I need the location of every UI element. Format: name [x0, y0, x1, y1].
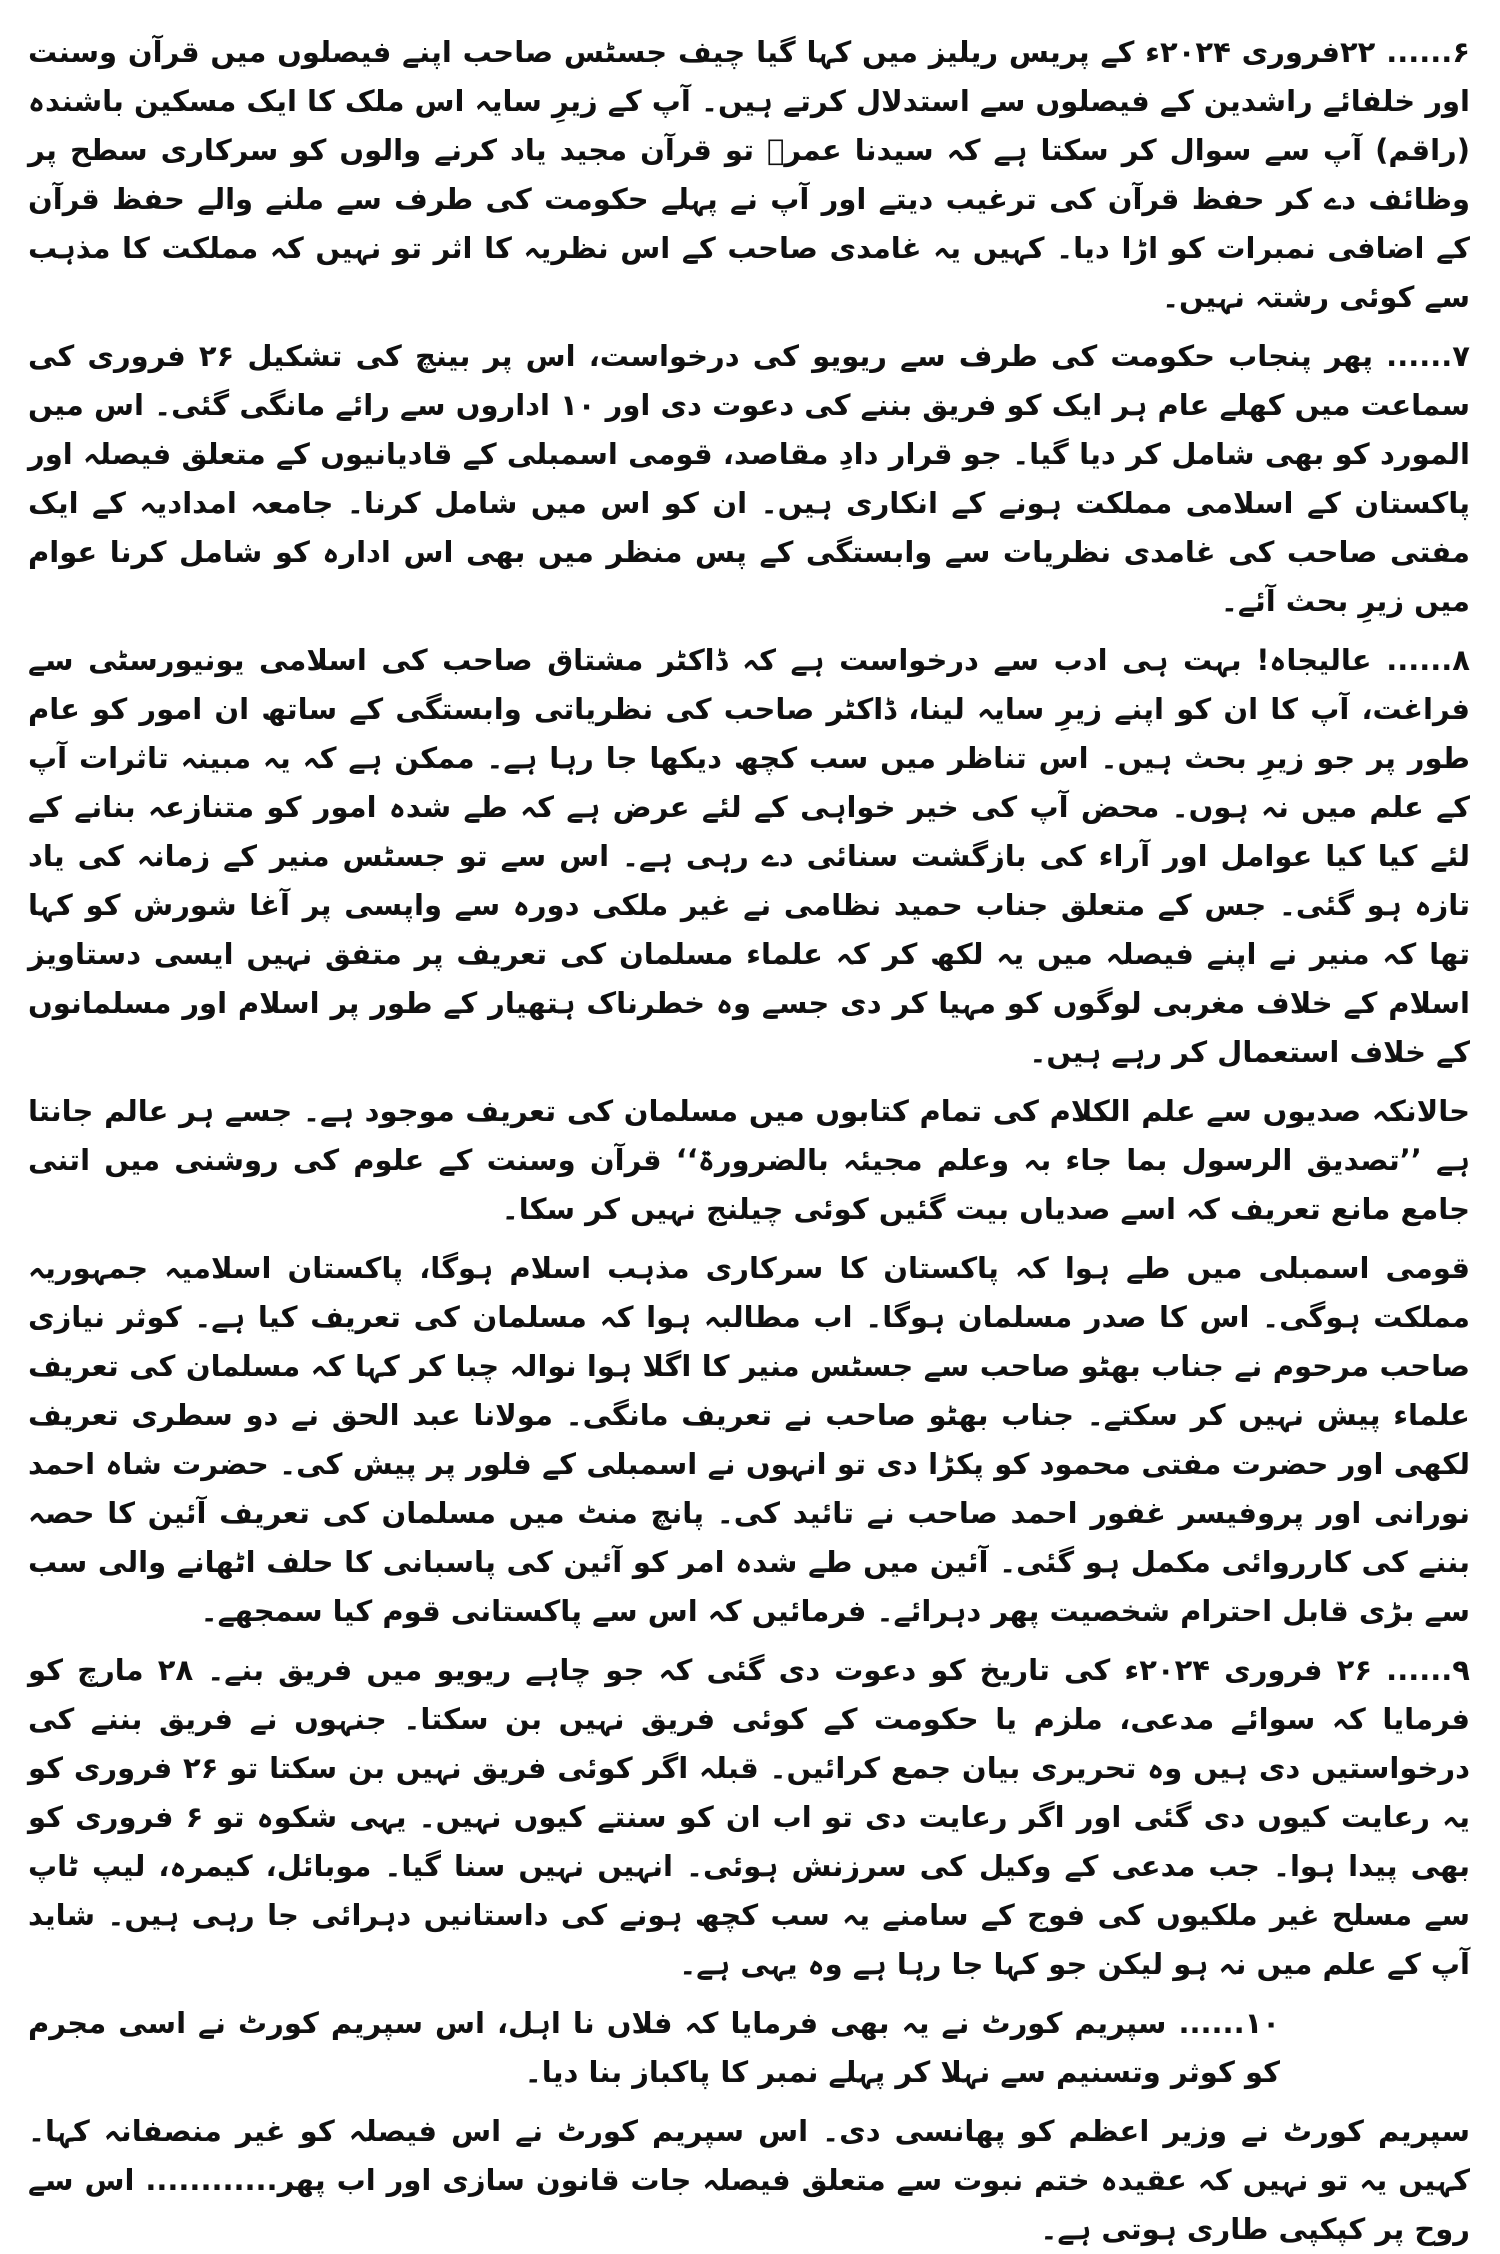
paragraph-10: ۱۰...... سپریم کورٹ نے یہ بھی فرمایا کہ فلاں نا اہل، اس سپریم کورٹ نے اسی مجرم کو کوثر وتسنیم سے نہلا کر پہلے نمبر کا پاکباز بنا دیا۔	[28, 2006, 1280, 2089]
paragraph-8: ۸...... عالیجاہ! بہت ہی ادب سے درخواست ہے کہ ڈاکٹر مشتاق صاحب کی اسلامی یونیورسٹی سے فراغت، آپ کا ان کو اپنے زیرِ سایہ لینا، ڈاکٹر صاحب کی نظریاتی وابستگی کے ساتھ ان امور کو عام طور پر جو زیرِ بحث ہیں۔ اس تناظر میں سب کچھ دیکھا جا رہا ہے۔ ممکن ہے کہ یہ مبینہ تاثرات آپ کے علم میں نہ ہوں۔ محض آپ کی خیر خواہی کے لئے عرض ہے کہ طے شدہ امور کو متنازعہ بنانے کے لئے کیا کیا عوامل اور آراء کی بازگشت سنائی دے رہی ہے۔ اس سے تو جسٹس منیر کے زمانہ کی یاد تازہ ہو گئی۔ جس کے متعلق جناب حمید نظامی نے غیر ملکی دورہ سے واپسی پر آغا شورش کو کہا تھا کہ منیر نے اپنے فیصلہ میں یہ لکھ کر کہ علماء مسلمان کی تعریف پر متفق نہیں ایسی دستاویز اسلام کے خلاف مغربی لوگوں کو مہیا کر دی جسے وہ خطرناک ہتھیار کے طور پر اسلام اور مسلمانوں کے خلاف استعمال کر رہے ہیں۔	[28, 643, 1470, 1069]
paragraph-9: ۹...... ۲۶ فروری ۲۰۲۴ء کی تاریخ کو دعوت دی گئی کہ جو چاہے ریویو میں فریق بنے۔ ۲۸ مارچ کو فرمایا کہ سوائے مدعی، ملزم یا حکومت کے کوئی فریق نہیں بن سکتا۔ جنہوں نے فریق بننے کی درخواستیں دی ہیں وہ تحریری بیان جمع کرائیں۔ قبلہ اگر کوئی فریق نہیں بن سکتا تو ۲۶ فروری کو یہ رعایت کیوں دی گئی اور اگر رعایت دی تو اب ان کو سنتے کیوں نہیں۔ یہی شکوہ تو ۶ فروری کو بھی پیدا ہوا۔ جب مدعی کے وکیل کی سرزنش ہوئی۔ انہیں نہیں سنا گیا۔ موبائل، کیمرہ، لیپ ٹاپ سے مسلح غیر ملکیوں کی فوج کے سامنے یہ سب کچھ ہونے کی داستانیں دہرائی جا رہی ہیں۔ شاید آپ کے علم میں نہ ہو لیکن جو کہا جا رہا ہے وہ یہی ہے۔	[28, 1653, 1470, 1981]
paragraph-closing: سپریم کورٹ نے وزیر اعظم کو پھانسی دی۔ اس سپریم کورٹ نے اس فیصلہ کو غیر منصفانہ کہا۔ کہیں یہ تو نہیں کہ عقیدہ ختم نبوت سے متعلق فیصلہ جات قانون سازی اور اب پھر............ اس سے روح پر کپکپی طاری ہوتی ہے۔	[28, 2114, 1470, 2246]
paragraph-muslim-definition: حالانکہ صدیوں سے علم الکلام کی تمام کتابوں میں مسلمان کی تعریف موجود ہے۔ جسے ہر عالم جانتا ہے ’’تصدیق الرسول بما جاء بہ وعلم مجیئہ بالضرورۃ‘‘ قرآن وسنت کے علوم کی روشنی میں اتنی جامع مانع تعریف کہ اسے صدیاں بیت گئیں کوئی چیلنج نہیں کر سکا۔	[28, 1094, 1470, 1226]
paragraph-6: ۶...... ۲۲فروری ۲۰۲۴ء کے پریس ریلیز میں کہا گیا چیف جسٹس صاحب اپنے فیصلوں میں قرآن وسنت اور خلفائے راشدین کے فیصلوں سے استدلال کرتے ہیں۔ آپ کے زیرِ سایہ اس ملک کا ایک مسکین باشندہ (راقم) آپ سے سوال کر سکتا ہے کہ سیدنا عمرؓ تو قرآن مجید یاد کرنے والوں کو سرکاری سطح پر وظائف دے کر حفظ قرآن کی ترغیب دیتے اور آپ نے پہلے حکومت کی طرف سے ملنے والے حفظ قرآن کے اضافی نمبرات کو اڑا دیا۔ کہیں یہ غامدی صاحب کے اس نظریہ کا اثر تو نہیں کہ مملکت کا مذہب سے کوئی رشتہ نہیں۔	[28, 35, 1470, 314]
paragraph-national-assembly: قومی اسمبلی میں طے ہوا کہ پاکستان کا سرکاری مذہب اسلام ہوگا، پاکستان اسلامیہ جمہوریہ مملکت ہوگی۔ اس کا صدر مسلمان ہوگا۔ اب مطالبہ ہوا کہ مسلمان کی تعریف کیا ہے۔ کوثر نیازی صاحب مرحوم نے جناب بھٹو صاحب سے جسٹس منیر کا اگلا ہوا نوالہ چبا کر کہا کہ مسلمان کی تعریف علماء پیش نہیں کر سکتے۔ جناب بھٹو صاحب نے تعریف مانگی۔ مولانا عبد الحق نے دو سطری تعریف لکھی اور حضرت مفتی محمود کو پکڑا دی تو انہوں نے اسمبلی کے فلور پر پیش کی۔ حضرت شاہ احمد نورانی اور پروفیسر غفور احمد صاحب نے تائید کی۔ پانچ منٹ میں مسلمان کی تعریف آئین کا حصہ بننے کی کارروائی مکمل ہو گئی۔ آئین میں طے شدہ امر کو آئین کی پاسبانی کا حلف اٹھانے والی سب سے بڑی قابل احترام شخصیت پھر دہرائے۔ فرمائیں کہ اس سے پاکستانی قوم کیا سمجھے۔	[28, 1251, 1470, 1628]
paragraph-7: ۷...... پھر پنجاب حکومت کی طرف سے ریویو کی درخواست، اس پر بینچ کی تشکیل ۲۶ فروری کی سماعت میں کھلے عام ہر ایک کو فریق بننے کی دعوت دی اور ۱۰ اداروں سے رائے مانگی گئی۔ اس میں المورد کو بھی شامل کر دیا گیا۔ جو قرار دادِ مقاصد، قومی اسمبلی کے قادیانیوں کے متعلق فیصلہ اور پاکستان کے اسلامی مملکت ہونے کے انکاری ہیں۔ ان کو اس میں شامل کرنا۔ جامعہ امدادیہ کے ایک مفتی صاحب کی غامدی نظریات سے وابستگی کے پس منظر میں بھی اس ادارہ کو شامل کرنا عوام میں زیرِ بحث آئے۔	[28, 339, 1470, 618]
